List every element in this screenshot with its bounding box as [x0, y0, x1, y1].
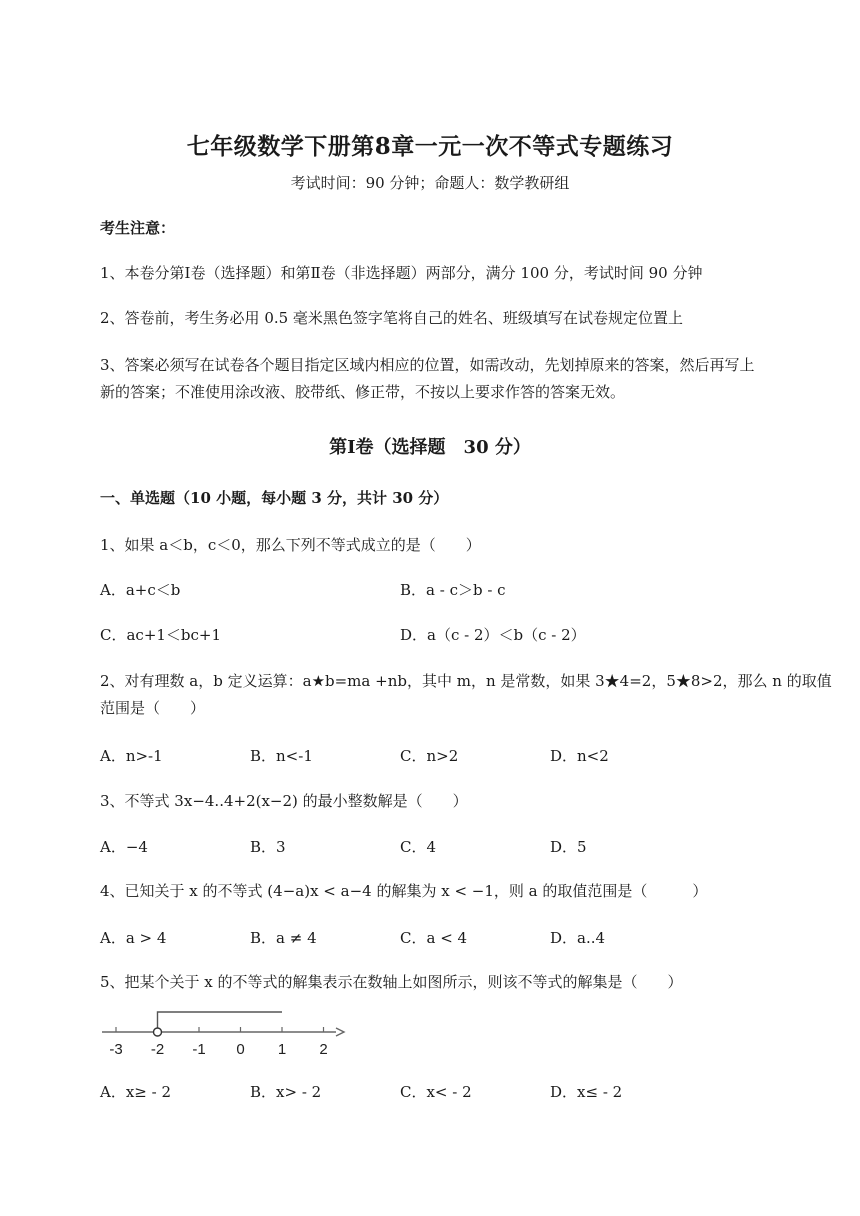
question-3-option-d: D．5	[550, 838, 587, 856]
question-2-option-b: B．n<-1	[250, 747, 313, 765]
question-4-option-d: D．a..4	[550, 929, 606, 947]
question-1-option-d: D．a（c - 2）＜b（c - 2）	[400, 626, 586, 644]
question-4-option-c: C．a < 4	[400, 929, 468, 947]
notice-item: 3、答案必须写在试卷各个题目指定区域内相应的位置，如需改动，先划掉原来的答案，然后再写上新的答案；不准使用涂改液、胶带纸、修正带，不按以上要求作答的答案无效。	[100, 356, 755, 401]
number-line-tick-label: -2	[150, 1041, 165, 1058]
question-3-option-a: A．−4	[100, 838, 148, 856]
question-1-option-b: B．a - c＞b - c	[400, 581, 506, 599]
part-heading: 一、单选题（10 小题，每小题 3 分，共计 30 分）	[100, 489, 449, 507]
question-1-stem: 1、如果 a＜b，c＜0，那么下列不等式成立的是（ ）	[100, 536, 481, 554]
question-4-option-a: A．a > 4	[100, 929, 167, 947]
question-4-option-b: B．a ≠ 4	[250, 929, 317, 947]
question-5-stem: 5、把某个关于 x 的不等式的解集表示在数轴上如图所示，则该不等式的解集是（ ）	[100, 973, 683, 991]
notice-heading: 考生注意：	[100, 219, 176, 237]
number-line-tick-label: 2	[319, 1041, 328, 1058]
question-5-option-a: A．x≥ - 2	[100, 1083, 172, 1101]
question-3-option-b: B．3	[250, 838, 286, 856]
question-2-option-d: D．n<2	[550, 747, 609, 765]
question-5-option-c: C．x< - 2	[400, 1083, 472, 1101]
notice-item: 2、答卷前，考生务必用 0.5 毫米黑色签字笔将自己的姓名、班级填写在试卷规定位置上	[100, 309, 683, 327]
number-line-tick-label: -1	[192, 1041, 206, 1058]
number-line-figure	[96, 1006, 356, 1062]
document-title: 七年级数学下册第8章一元一次不等式专题练习	[186, 133, 674, 160]
question-1-option-a: A．a+c＜b	[100, 581, 181, 599]
number-line	[102, 1012, 344, 1058]
question-1-option-c: C．ac+1＜bc+1	[100, 626, 222, 644]
notice-item: 1、本卷分第Ⅰ卷（选择题）和第Ⅱ卷（非选择题）两部分，满分 100 分，考试时间 90 分钟	[100, 264, 703, 282]
question-2-option-a: A．n>-1	[100, 747, 163, 765]
question-2-option-c: C．n>2	[400, 747, 459, 765]
number-line-tick-label: 1	[277, 1041, 287, 1058]
question-2-stem-cont: 范围是（ ）	[100, 699, 206, 717]
question-4-stem: 4、已知关于 x 的不等式 (4−a)x < a−4 的解集为 x < −1，则 a 的取值范围是（ ）	[100, 882, 708, 900]
question-3-stem: 3、不等式 3x−4..4+2(x−2) 的最小整数解是（ ）	[100, 792, 468, 810]
question-5-option-b: B．x> - 2	[250, 1083, 322, 1101]
document-subtitle: 考试时间：90 分钟；命题人：数学教研组	[290, 174, 570, 192]
question-3-option-c: C．4	[400, 838, 437, 856]
question-5-option-d: D．x≤ - 2	[550, 1083, 623, 1101]
endpoint-circle	[154, 1028, 162, 1036]
solution-bracket	[158, 1012, 283, 1028]
number-line-tick-label: -3	[109, 1041, 123, 1058]
section-title: 第Ⅰ卷（选择题 30 分）	[329, 437, 531, 458]
number-line-tick-label: 0	[236, 1041, 245, 1058]
number-line-arrow	[336, 1028, 344, 1036]
question-2-stem: 2、对有理数 a，b 定义运算：a★b=ma +nb，其中 m，n 是常数，如果 3★4=2，5★8>2，那么 n 的取值	[100, 672, 832, 690]
